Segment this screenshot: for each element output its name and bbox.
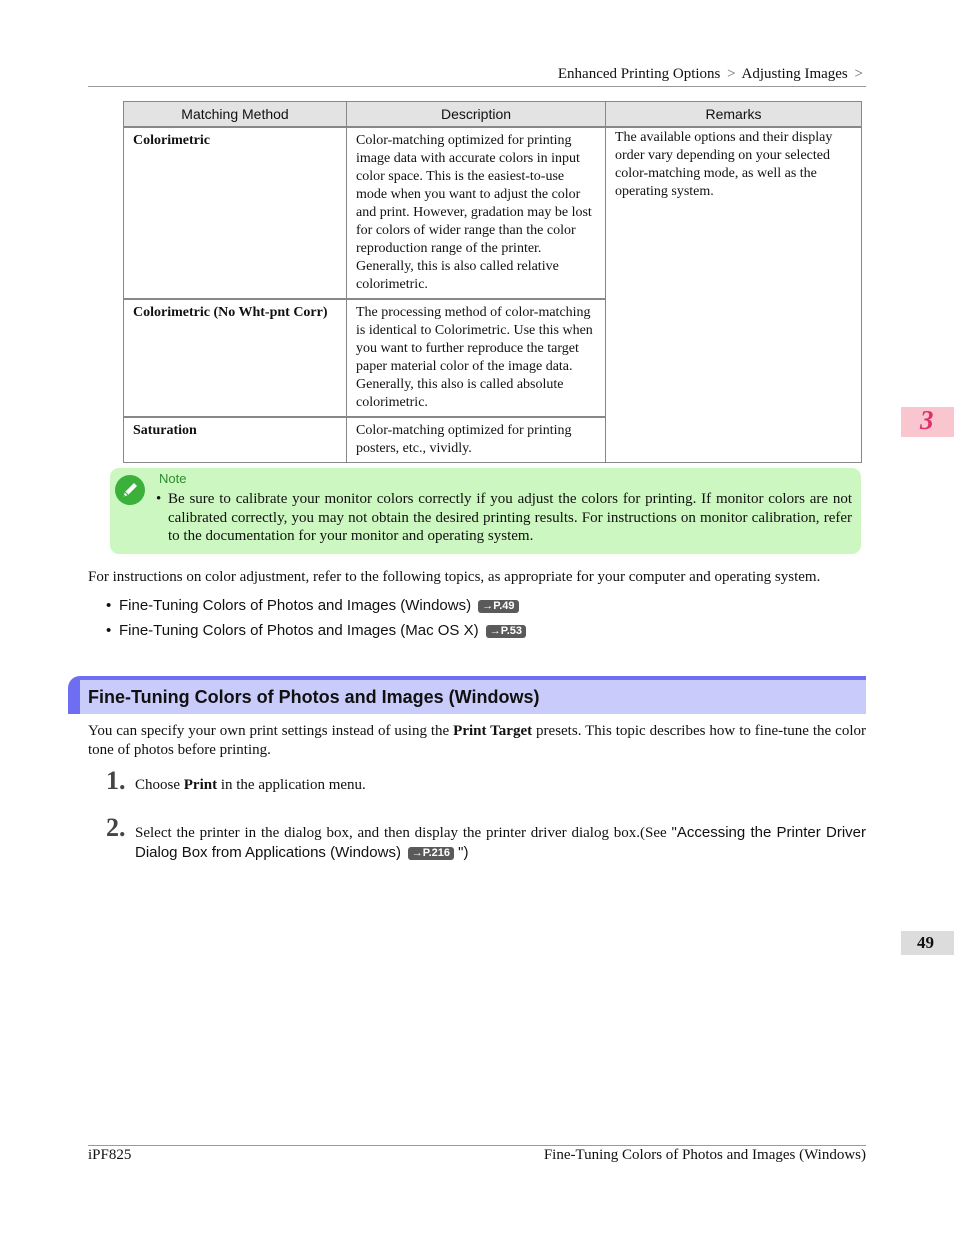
description-cell: The processing method of color-matching is identical to Colorimetric. Use this when you want to further reproduce the target paper material color of the image data. Generally, this also is called absolute colorimetric.	[347, 299, 606, 417]
list-item	[106, 596, 526, 621]
step-text-part: Choose	[135, 777, 184, 793]
step-number: 1.	[106, 766, 126, 795]
breadcrumb-separator: >	[854, 66, 863, 82]
bullet: •	[106, 622, 112, 639]
note-text: Be sure to calibrate your monitor colors correctly if you adjust the colors for printing. If monitor colors are not calibrated correctly, you may not obtain the desired printing results. For instructions on monitor calibration, refer to the documentation for your monitor and operating system.	[168, 491, 852, 544]
instructions-paragraph: For instructions on color adjustment, refer to the following topics, as appropriate for your computer and operating system.	[88, 569, 821, 585]
matching-method-table	[123, 101, 862, 463]
section-title: Fine-Tuning Colors of Photos and Images (Windows)	[88, 687, 540, 707]
page-number-tab	[901, 931, 954, 955]
note-title: Note	[159, 471, 187, 486]
step-text-part: Select the printer in the dialog box, and then display the printer driver dialog box.(See	[135, 825, 672, 841]
step-number: 2.	[106, 813, 126, 842]
page-number: 49	[917, 933, 934, 952]
method-cell: Colorimetric (No Wht-pnt Corr)	[124, 299, 347, 417]
step-bold-term: Print	[183, 777, 218, 793]
breadcrumb	[558, 66, 866, 83]
method-cell: Saturation	[124, 417, 347, 463]
topic-link-macosx[interactable]: Fine-Tuning Colors of Photos and Images (Mac OS X)	[119, 622, 479, 639]
header-divider	[88, 86, 866, 87]
page-ref-button[interactable]: →P.53	[486, 625, 526, 638]
intro-bold-term: Print Target	[453, 723, 533, 739]
bullet: •	[106, 597, 112, 614]
intro-text: presets. This topic describes how to fine-tune the color tone of photos before printing.	[88, 723, 866, 758]
note-bullet: •	[156, 491, 162, 507]
breadcrumb-item-enhanced[interactable]: Enhanced Printing Options	[557, 66, 721, 82]
topic-link-windows[interactable]: Fine-Tuning Colors of Photos and Images (Windows)	[119, 597, 472, 614]
description-cell: Color-matching optimized for printing posters, etc., vividly.	[347, 417, 606, 463]
footer-section-title: Fine-Tuning Colors of Photos and Images (Windows)	[543, 1147, 866, 1163]
breadcrumb-separator: >	[727, 66, 736, 82]
method-cell: Colorimetric	[124, 127, 347, 299]
column-header: Matching Method	[124, 102, 347, 128]
breadcrumb-item-adjusting[interactable]: Adjusting Images	[741, 66, 848, 82]
section-heading-bar	[68, 676, 866, 714]
list-item	[106, 621, 526, 646]
step-1-text	[135, 776, 366, 795]
step-text-part: ")	[454, 844, 469, 861]
page-ref-button[interactable]: →P.49	[478, 600, 518, 613]
note-box	[110, 468, 861, 554]
table-row	[124, 127, 862, 299]
section-intro	[88, 722, 866, 759]
column-header: Description	[347, 102, 606, 128]
table-header-row	[124, 102, 862, 128]
footer-model: iPF825	[88, 1147, 132, 1163]
chapter-tab[interactable]	[901, 407, 954, 437]
step-text-part: in the application menu.	[217, 777, 366, 793]
pencil-note-icon	[114, 474, 146, 506]
intro-text: You can specify your own print settings instead of using the	[88, 723, 454, 739]
remarks-cell: The available options and their display order vary depending on your selected color-matching mode, as well as the operating system.	[606, 127, 862, 463]
column-header: Remarks	[606, 102, 862, 128]
chapter-number: 3	[920, 405, 934, 435]
step-2-text	[135, 823, 866, 863]
page-ref-button[interactable]: →P.216	[408, 847, 454, 860]
footer-divider	[88, 1145, 866, 1146]
description-cell: Color-matching optimized for printing image data with accurate colors in input color space. This is the easiest-to-use mode when you want to adjust the color and print. However, gradation may be lost for colors of wider range than the color reproduction range of the printer. Generally, this is also called relative colorimetric.	[347, 127, 606, 299]
step-link-accessing-driver[interactable]: "Accessing the Printer Driver Dialog Box from Applications (Windows)	[135, 824, 866, 861]
topic-link-list	[106, 596, 526, 646]
